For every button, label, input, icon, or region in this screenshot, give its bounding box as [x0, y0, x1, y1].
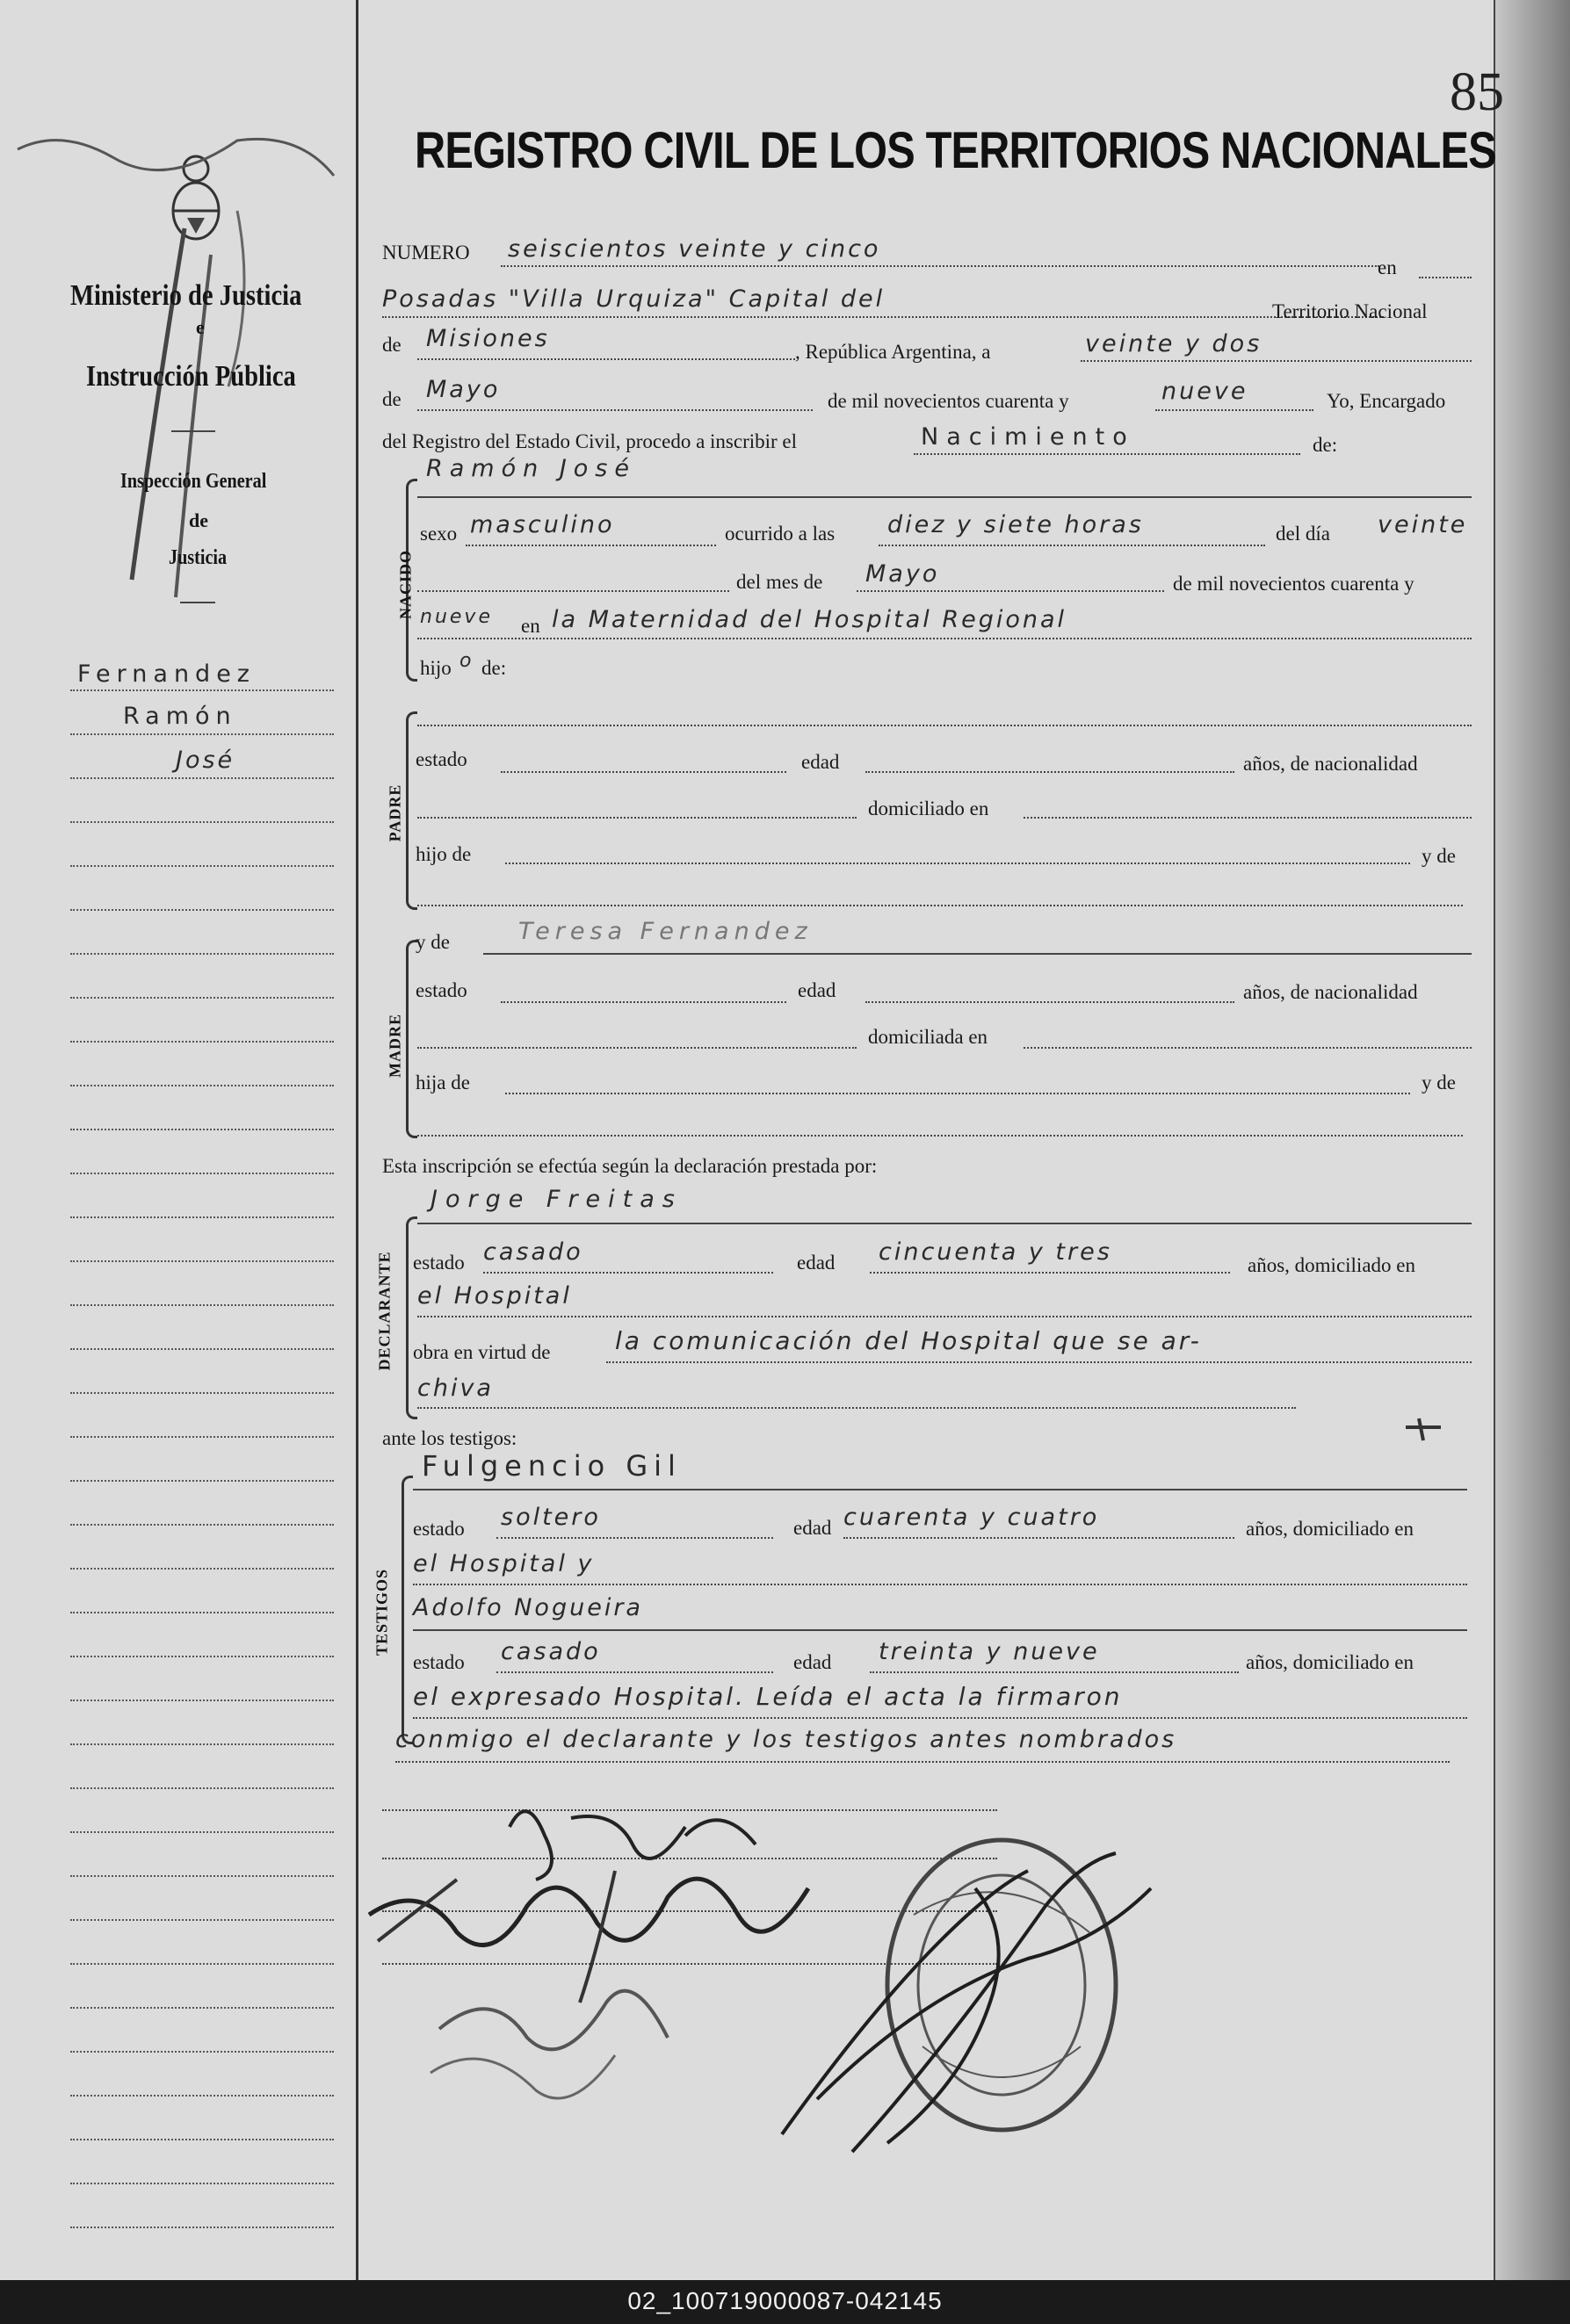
value-madre-nombre: Teresa Fernandez — [518, 918, 813, 945]
line-estado-testigo2 — [496, 1671, 773, 1673]
value-testigo2-nombre: Adolfo Nogueira — [413, 1594, 643, 1621]
label-anos-nac-madre: años, de nacionalidad — [1243, 981, 1418, 1003]
sidebar-rule — [70, 1568, 334, 1570]
sidebar-rule — [70, 1173, 334, 1174]
value-testigo1-nombre: Fulgencio Gil — [422, 1449, 682, 1483]
value-testigo1-dom: el Hospital y — [413, 1550, 595, 1577]
line-hijo-de-padre — [505, 862, 1410, 864]
label-hijo: hijo — [420, 657, 452, 679]
label-hija-de-madre: hija de — [416, 1072, 470, 1093]
line-dom-madre — [1024, 1047, 1472, 1049]
label-estado-testigo1: estado — [413, 1518, 465, 1540]
sidebar-rule — [70, 1304, 334, 1306]
sidebar-rule — [70, 733, 334, 735]
sidebar-rule — [70, 1787, 334, 1789]
brace-madre — [406, 940, 417, 1138]
value-obra-2: chiva — [417, 1375, 494, 1402]
line-edad-padre — [865, 771, 1234, 773]
value-dia-inscripcion: veinte y dos — [1085, 330, 1263, 357]
label-sexo: sexo — [420, 523, 458, 545]
line-lugar-nac — [417, 638, 1472, 639]
sidebar-rule — [70, 2139, 334, 2140]
label-estado-declarante: estado — [413, 1252, 465, 1274]
section-label-declarante: DECLARANTE — [375, 1251, 394, 1371]
value-anio: nueve — [1161, 378, 1248, 405]
section-label-padre: PADRE — [386, 783, 404, 842]
sidebar-rule — [70, 2051, 334, 2053]
value-lugar-nac: la Maternidad del Hospital Regional — [552, 606, 1067, 633]
value-anio-nac: nueve — [420, 606, 493, 628]
sidebar-divider — [171, 430, 215, 432]
value-nombre: Ramón José — [426, 455, 636, 482]
label-territorio: Territorio Nacional — [1272, 300, 1428, 322]
label-y-de-padre: y de — [1422, 845, 1456, 867]
line-nac-padre — [417, 817, 857, 819]
line-en — [1419, 277, 1472, 278]
line-cierre-1 — [413, 1717, 1467, 1719]
label-numero: NUMERO — [382, 242, 470, 263]
line-territorio — [417, 358, 795, 360]
line-madre-nombre — [483, 953, 1472, 955]
value-declarante-nombre: Jorge Freitas — [430, 1186, 683, 1213]
line-hija-de-madre — [505, 1093, 1410, 1094]
value-numero: seiscientos veinte y cinco — [508, 235, 881, 263]
line-madre-final — [417, 1135, 1463, 1137]
sidebar-divider-2 — [180, 602, 215, 603]
line-estado-testigo1 — [496, 1537, 773, 1539]
label-de-colon: de: — [1313, 434, 1338, 456]
brace-testigos — [402, 1476, 413, 1744]
sidebar-rule — [70, 1524, 334, 1526]
value-testigo1-edad: cuarenta y cuatro — [843, 1504, 1100, 1531]
brace-padre — [406, 711, 417, 910]
value-obra-1: la comunicación del Hospital que se ar- — [615, 1326, 1202, 1355]
image-caption: 02_100719000087-042145 — [627, 2287, 943, 2314]
sidebar-rule — [70, 2095, 334, 2097]
label-republica: , República Argentina, a — [795, 341, 991, 363]
value-acto: Nacimiento — [921, 423, 1135, 451]
sidebar-rule — [70, 1831, 334, 1833]
sidebar-given-1: Ramón — [123, 703, 237, 730]
label-anos-dom-testigo1: años, domiciliado en — [1246, 1518, 1414, 1540]
label-de-mil: de mil novecientos cuarenta y — [828, 390, 1069, 412]
value-dia-nac: veinte — [1378, 511, 1468, 538]
label-y-de-madre-2: y de — [1422, 1072, 1456, 1093]
line-dom-testigo1 — [413, 1584, 1467, 1585]
section-label-nacido: NACIDO — [396, 550, 415, 620]
label-de-1: de — [382, 334, 402, 356]
line-edad-madre — [865, 1001, 1234, 1003]
inspection-line-1: Inspección General — [120, 470, 267, 493]
value-mes-nac: Mayo — [865, 560, 940, 588]
line-edad-testigo1 — [843, 1537, 1234, 1539]
line-obra-1 — [606, 1361, 1472, 1363]
line-declarante-nombre — [417, 1223, 1472, 1224]
label-de-mil-y: de mil novecientos cuarenta y — [1173, 573, 1414, 595]
page-number: 85 — [1450, 62, 1504, 122]
label-ante-testigos: ante los testigos: — [382, 1427, 517, 1449]
large-signature-icon — [764, 1836, 1168, 2169]
ministry-line-1: Ministerio de Justicia — [70, 279, 302, 312]
line-numero — [501, 265, 1379, 267]
sidebar-rule — [70, 1348, 334, 1350]
line-nombre — [417, 496, 1472, 498]
label-hijo-de: de: — [481, 657, 507, 679]
inspection-de: de — [189, 509, 208, 531]
line-dom-declarante — [417, 1316, 1472, 1317]
line-padre-final — [417, 905, 1463, 906]
sidebar-rule — [70, 689, 334, 691]
sidebar-rule — [70, 1392, 334, 1394]
sidebar-rule — [70, 865, 334, 867]
line-padre-nombre — [417, 725, 1472, 726]
label-estado-padre: estado — [416, 748, 467, 770]
value-declarante-edad: cincuenta y tres — [879, 1238, 1112, 1266]
sidebar-rule — [70, 1041, 334, 1043]
label-declaracion: Esta inscripción se efectúa según la declaración prestada por: — [382, 1155, 878, 1177]
line-sexo — [466, 545, 716, 546]
value-testigo2-edad: treinta y nueve — [879, 1638, 1100, 1665]
line-edad-testigo2 — [870, 1671, 1239, 1673]
line-dom-padre — [1024, 817, 1472, 819]
section-label-madre: MADRE — [386, 1014, 404, 1078]
value-declarante-dom: el Hospital — [417, 1282, 572, 1310]
line-edad-declarante — [870, 1272, 1230, 1274]
label-domiciliada-madre: domiciliada en — [868, 1026, 988, 1048]
label-hijo-de-padre: hijo de — [416, 843, 472, 865]
sidebar-rule — [70, 1480, 334, 1482]
value-cierre-2: conmigo el declarante y los testigos antes nombrados — [395, 1726, 1177, 1753]
line-acto — [914, 453, 1300, 455]
sidebar-rule — [70, 1963, 334, 1965]
label-edad-madre: edad — [798, 979, 836, 1001]
line-testigo2-nombre — [413, 1629, 1467, 1631]
sidebar-rule — [70, 1436, 334, 1438]
brace-declarante — [406, 1216, 417, 1419]
label-del-registro: del Registro del Estado Civil, procedo a inscribir el — [382, 430, 798, 452]
label-edad-testigo2: edad — [793, 1651, 832, 1673]
value-declarante-estado: casado — [483, 1238, 583, 1266]
label-y-de-madre: y de — [416, 931, 450, 953]
label-obra: obra en virtud de — [413, 1341, 551, 1363]
value-hora: diez y siete horas — [887, 511, 1144, 538]
ink-mark-icon — [1401, 1410, 1445, 1445]
value-mes-inscripcion: Mayo — [426, 376, 501, 403]
ministry-e: e — [196, 316, 205, 338]
line-estado-declarante — [483, 1272, 773, 1274]
sidebar-rule — [70, 821, 334, 823]
label-ocurrido: ocurrido a las — [725, 523, 836, 545]
line-hora — [879, 545, 1265, 546]
label-yo-encargado: Yo, Encargado — [1327, 390, 1446, 412]
label-anos-dom-testigo2: años, domiciliado en — [1246, 1651, 1414, 1673]
sidebar-rule — [70, 1129, 334, 1130]
sidebar-rule — [70, 1612, 334, 1613]
label-estado-testigo2: estado — [413, 1651, 465, 1673]
line-mes-nac — [857, 590, 1164, 592]
inspection-line-2: Justicia — [169, 546, 228, 569]
book-spine — [1494, 0, 1570, 2280]
label-en-lugar: en — [521, 615, 540, 637]
line-cierre-2 — [395, 1761, 1450, 1763]
sidebar-rule — [70, 997, 334, 999]
label-del-dia: del día — [1276, 523, 1330, 545]
sidebar-surname: Fernandez — [77, 660, 256, 688]
line-mes — [417, 409, 813, 411]
label-edad-testigo1: edad — [793, 1517, 832, 1539]
label-anos-nac-padre: años, de nacionalidad — [1243, 753, 1418, 775]
label-estado-madre: estado — [416, 979, 467, 1001]
line-lugar — [382, 316, 1384, 318]
value-testigo2-estado: casado — [501, 1638, 601, 1665]
sidebar-rule — [70, 1260, 334, 1262]
label-edad-padre: edad — [801, 751, 840, 773]
sidebar-rule — [70, 1656, 334, 1657]
page-title: REGISTRO CIVIL DE LOS TERRITORIOS NACIONALES — [415, 122, 1496, 179]
line-anio — [1155, 409, 1313, 411]
line-estado-madre — [501, 1001, 786, 1003]
right-rule — [1494, 0, 1495, 2280]
sidebar-rule — [70, 1216, 334, 1218]
sidebar-rule — [70, 777, 334, 779]
label-en: en — [1378, 256, 1397, 278]
value-lugar: Posadas "Villa Urquiza" Capital del — [382, 285, 886, 313]
sidebar-given-2: José — [176, 747, 235, 774]
section-label-testigos: TESTIGOS — [373, 1568, 391, 1656]
sidebar-rule — [70, 1085, 334, 1086]
label-domiciliado-padre: domiciliado en — [868, 798, 989, 819]
sidebar-rule — [70, 909, 334, 911]
sidebar-rule — [70, 1700, 334, 1701]
value-sexo: masculino — [470, 511, 615, 538]
line-nac-madre — [417, 1047, 857, 1049]
line-dia — [1081, 360, 1472, 362]
line-obra-2 — [417, 1407, 1296, 1409]
line-estado-padre — [501, 771, 786, 773]
sidebar-rule — [70, 2007, 334, 2009]
value-cierre-1: el expresado Hospital. Leída el acta la firmaron — [413, 1682, 1123, 1711]
label-anos-dom-declarante: años, domiciliado en — [1248, 1254, 1415, 1276]
label-de-2: de — [382, 388, 402, 410]
value-territorio: Misiones — [426, 325, 550, 352]
sidebar-rule — [70, 953, 334, 955]
value-hijo-suffix: o — [459, 650, 474, 672]
label-del-mes: del mes de — [736, 571, 823, 593]
line-testigo1-nombre — [413, 1489, 1467, 1490]
sidebar-rule — [70, 2227, 334, 2228]
line-dia-nac — [417, 590, 729, 592]
value-testigo1-estado: soltero — [501, 1504, 601, 1531]
sidebar-rule — [70, 1875, 334, 1877]
sidebar-rule — [70, 1919, 334, 1921]
ministry-line-2: Instrucción Pública — [86, 360, 296, 393]
label-edad-declarante: edad — [797, 1252, 836, 1274]
sidebar-rule — [70, 1743, 334, 1745]
sidebar-rule — [70, 2183, 334, 2184]
